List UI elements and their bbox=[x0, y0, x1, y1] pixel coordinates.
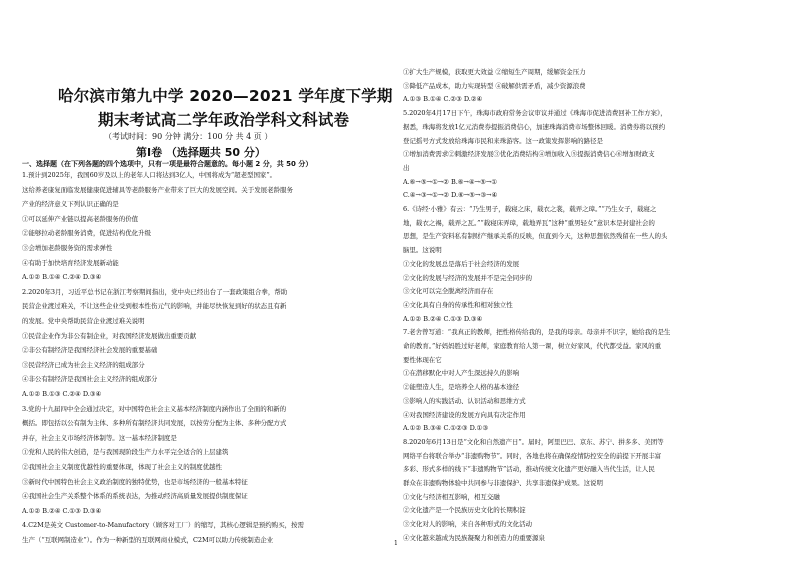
question-line: A.①② B.①③ C.②④ D.③④ bbox=[22, 390, 102, 398]
question-line: 5.2020年4月17日下午，珠海市政府常务会议审议并通过《珠海市促进消费回补工作方案》， bbox=[403, 109, 667, 118]
question-line: ④对我国经济建设的发展方向具有决定作用 bbox=[403, 410, 526, 419]
question-line: 多彩、形式多样的线下“非遗购物节”活动，推动传统文化遗产更好融入当代生活，让人民 bbox=[403, 465, 655, 474]
question-line: 2.2020年3月，习近平总书记在浙江考察期间指出，党中央已经出台了一套政策组合拳，帮助 bbox=[22, 287, 288, 296]
question-line: 并存，社会主义市场经济体制等。这一基本经济制度是 bbox=[22, 433, 177, 442]
question-line: ①党和人民的伟大创造，是与我国现阶段生产力水平完全适合的上层建筑 bbox=[22, 448, 229, 457]
question-line: ②非公有制经济是我国经济社会发展的重要基础 bbox=[22, 346, 158, 355]
question-line: ②文化的发展与经济的发展并不是完全同步的 bbox=[403, 273, 533, 282]
question-line: ④有助于加快培育经济发展新动能 bbox=[22, 258, 119, 267]
question-line: A.⑥→⑤→①→② B.⑥→④→⑤→① bbox=[403, 177, 498, 186]
question-line: ①文化与经济相互影响，相互交融 bbox=[403, 492, 500, 501]
question-line: ①在潜移默化中对人产生深远持久的影响 bbox=[403, 369, 520, 378]
question-line: ④文化越来越成为民族凝聚力和创造力的重要源泉 bbox=[403, 533, 545, 542]
question-line: ③影响人的实践活动、认识活动和思维方式 bbox=[403, 396, 526, 405]
question-line: ③会增加老龄服务资的需求弹性 bbox=[22, 244, 113, 252]
question-line: 产业的经济意义下列认识正确的是 bbox=[22, 200, 119, 209]
question-line: 民营企业渡过难关，不让这些企业受到根本性伤元气的影响，并能尽快恢复到好的状态且有新 bbox=[22, 302, 287, 311]
question-line: 8.2020年6月13日是“文化和自然遗产日”。届时，阿里巴巴、京东、苏宁、拼多多、美团等 bbox=[403, 437, 664, 446]
question-line: A.①② B.①④ C.②④ D.③④ bbox=[22, 273, 102, 282]
question-line: 6.《诗经·小雅》有云：“乃生男子，载寝之床，载衣之裳，载弄之璋。”“乃生女子，载寝之 bbox=[403, 205, 657, 213]
exam-title-line2: 期末考试高二学年政治学科文科试卷 bbox=[98, 111, 350, 129]
question-line: 登记摇号方式发放给珠海市民和来珠游客。这一政策发挥影响的路径是 bbox=[403, 136, 603, 145]
question-line: 地，载衣之裼，载弄之瓦。”“载寝床弄璋，载地弄瓦”这种“重男轻女”意识本是封建社会的 bbox=[403, 218, 655, 227]
question-line: ④文化具有自身的传承性和相对独立性 bbox=[403, 300, 513, 309]
question-line: ②我国社会主义制度优越性的重要体现，体现了社会主义的制度优越性 bbox=[22, 463, 222, 471]
exam-title-line1: 哈尔滨市第九中学 2020—2021 学年度下学期 bbox=[58, 87, 393, 105]
question-line: 1.预计到2025年，我国60岁及以上的老年人口将达到3亿人，中国将成为“超老型国家”。 bbox=[22, 171, 277, 179]
question-line: 概括。即包括以公有制为主体、多种所有制经济共同发展，以按劳分配为主体、多种分配方式 bbox=[22, 419, 287, 428]
question-line: 4.C2M是英文 Customer-to-Manufactory（顾客对工厂）的缩写，其核心逻辑是预约购买，按需 bbox=[22, 521, 304, 530]
question-line: 脑里。这说明 bbox=[403, 246, 442, 255]
question-line: A.①② B.②④ C.①③ D.③④ bbox=[403, 314, 483, 323]
question-line: ①扩大生产规模，获取更大效益 ②缩短生产周期，缓解资金压力 bbox=[403, 68, 586, 76]
question-line: ③文化对人的影响，来自各种形式的文化活动 bbox=[403, 520, 533, 529]
question-line: 的发展。党中央帮助民营企业渡过难关说明 bbox=[22, 317, 145, 325]
question-line: ③降低产品成本，助力实现转型 ④破解供需矛盾，减少资源浪费 bbox=[403, 81, 586, 90]
question-line: 据悉，珠海将发放1亿元消费券提振消费信心，加速珠海消费市场整体回暖。消费券将以预约 bbox=[403, 122, 666, 131]
question-line: 生产（“互联网制造业”）。作为一种新型的互联网商业模式，C2M可以助力传统制造企业 bbox=[22, 536, 274, 544]
question-line: A.①② B.③④ C.①②③ D.①③ bbox=[403, 424, 489, 433]
question-line: ①文化的发展总是落后于社会经济的发展 bbox=[403, 259, 520, 268]
question-line: A.①② B.②④ C.①③ D.③④ bbox=[22, 506, 102, 515]
question-line: ①增加消费需求②刺激经济发展③优化消费结构④增加收入⑤提振消费信心⑥增加财政支 bbox=[403, 150, 655, 159]
question-line: 网络平台将联合举办“非遗购物节”。同时，各地也将在确保疫情防控安全的前提下开展丰富 bbox=[403, 451, 662, 460]
question-line: 要性体现在它 bbox=[403, 355, 442, 364]
question-line: ④非公有制经济是我国社会主义经济的组成部分 bbox=[22, 375, 158, 384]
question-line: ②文化遗产是一个民族历史文化的长期积淀 bbox=[403, 506, 526, 515]
question-line: ②能够拉动老龄服务消费，促进结构优化升级 bbox=[22, 229, 152, 238]
question-line: 思想，是生产资料私有制财产继承关系的反映，但直到今天，这种思想依然残留在一些人的头 bbox=[403, 232, 668, 241]
question-line: ③新时代中国特色社会主义政治制度的独特优势，也是市场经济的一般基本特征 bbox=[22, 477, 248, 486]
section-title: 一、选择题（在下列各题的四个选项中，只有一项是最符合题意的。每小题 2 分，共 50 分） bbox=[22, 160, 313, 168]
question-line: 群众在非遗购物体验中共同参与非遗保护、共享非遗保护成果。这说明 bbox=[403, 479, 603, 487]
question-line: ③文化可以完全脱离经济而存在 bbox=[403, 287, 494, 296]
question-line: 命的教育。”好妈妈胜过好老师，家庭教育给人第一课，树立好家风，代代都受益。家风的重 bbox=[403, 342, 662, 350]
question-line: ①可以延伸产业链以提高老龄服务的价值 bbox=[22, 214, 139, 223]
question-line: ①民营企业作为非公有制企业，对我国经济发展做出重要贡献 bbox=[22, 331, 197, 340]
question-line: A.①③ B.①④ C.②③ D.②④ bbox=[403, 95, 483, 104]
question-line: ②能塑造人生，是培养全人格的基本途径 bbox=[403, 383, 520, 392]
part-title: 第Ⅰ卷 （选择题共 50 分） bbox=[136, 146, 266, 159]
question-line: 这给养老康复面临发展健康促进辅具等老龄服务产业带来了巨大的发展空间。关于发展老龄服务 bbox=[22, 185, 293, 194]
exam-info: （考试时间：90 分钟 满分：100 分 共 4 页 ） bbox=[104, 132, 273, 141]
question-line: 出 bbox=[403, 163, 410, 172]
question-line: C.④→③→①→② D.⑥→⑤→③→④ bbox=[403, 191, 498, 200]
question-line: 3.党的十九届四中全会通过决定，对中国特色社会主义基本经济制度内涵作出了全面的和新的 bbox=[22, 404, 287, 413]
question-line: ④我国社会生产关系整个体系的系统表达，为推动经济高质量发展提供制度保证 bbox=[22, 492, 248, 501]
question-line: 7.老舍曾写道：“我真正的教师，把性格传给我的，是我的母亲。母亲并不识字，她给我的是生 bbox=[403, 328, 671, 337]
question-line: ③民营经济已成为社会主义经济的组成部分 bbox=[22, 360, 145, 369]
page-number: 1 bbox=[394, 540, 398, 547]
